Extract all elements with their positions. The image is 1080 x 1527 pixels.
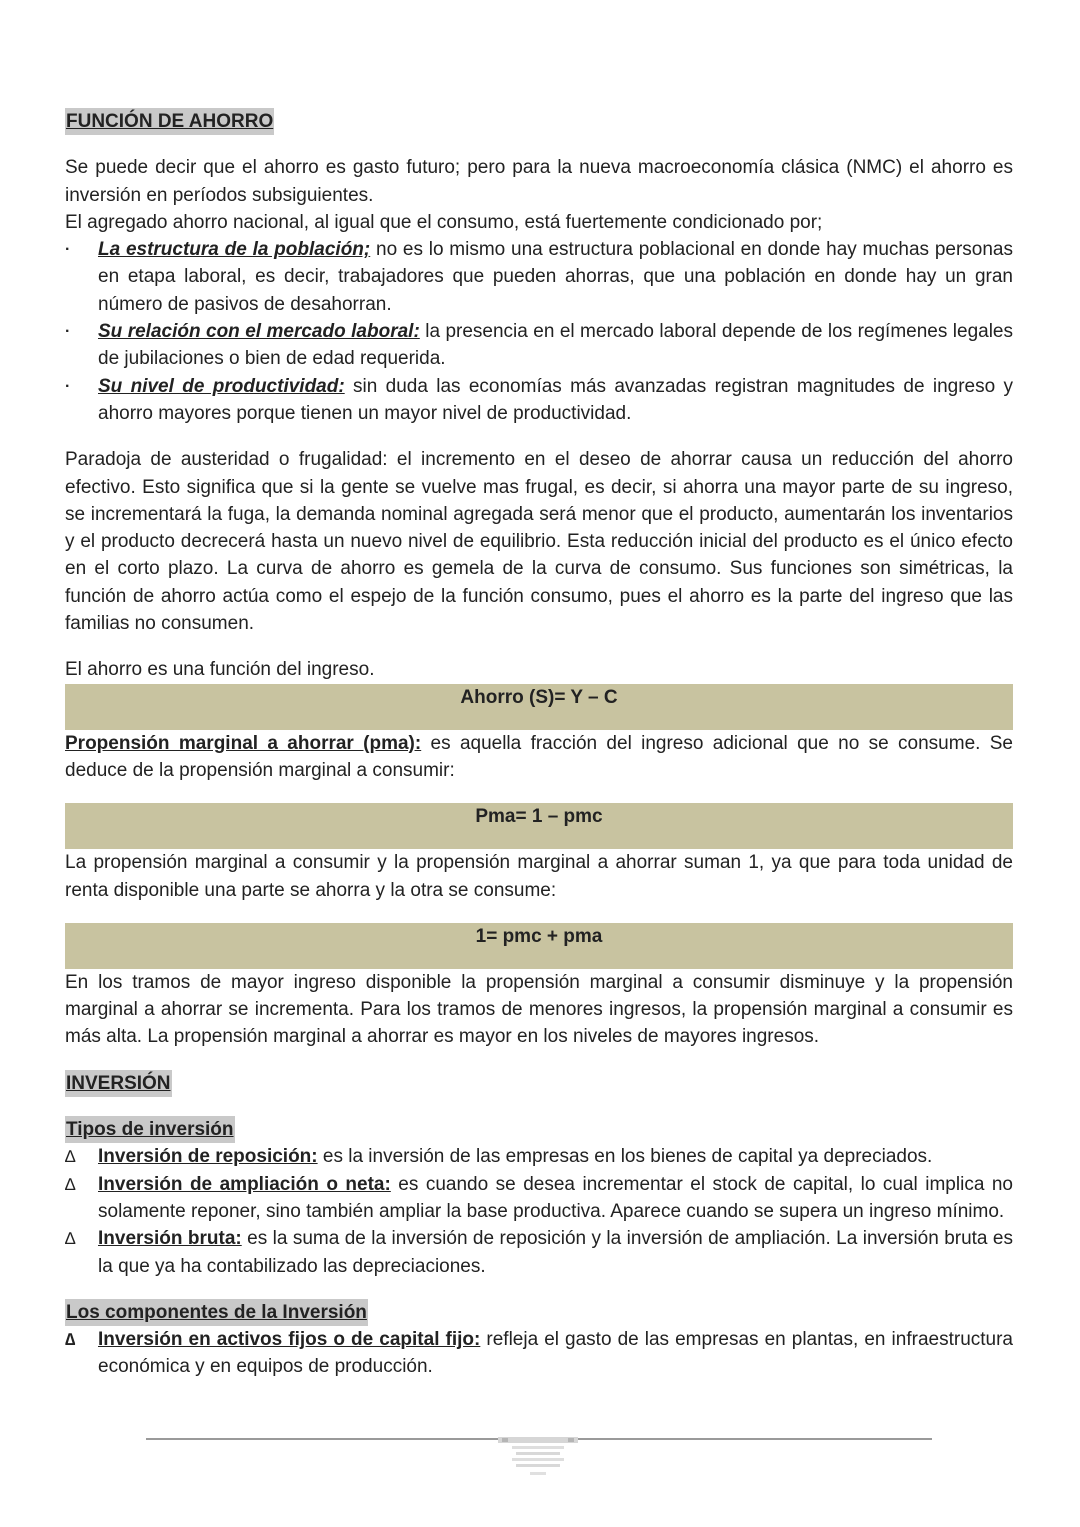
list-item — [65, 1326, 1013, 1381]
factor-term: Su relación con el mercado laboral: — [98, 321, 420, 343]
document-page — [65, 108, 1013, 1381]
tipos-inversion-list — [65, 1143, 1013, 1279]
pma-term: Propensión marginal a ahorrar (pma): — [65, 732, 422, 754]
bullet-dot-icon: · — [65, 377, 71, 395]
formula-pma: Pma= 1 – pmc — [65, 803, 1013, 849]
bullet-dot-icon: · — [65, 323, 71, 341]
componente-term: Inversión en activos fijos o de capital fijo: — [98, 1329, 481, 1351]
componente-text: refleja el gasto de las empresas en plantas, en infraestructura económica y en equipos de producción. — [98, 1329, 1013, 1378]
list-item — [65, 236, 1013, 318]
list-item — [65, 1225, 1013, 1280]
footer-rule-left — [146, 1438, 498, 1440]
tramos-paragraph: En los tramos de mayor ingreso disponible la propensión marginal a consumir disminuye y la propensión marginal a ahorrar se incrementa. Para los tramos de menores ingresos, la propensión marginal a consumir es más alta. La propensión marginal a ahorrar es mayor en los niveles de mayores ingresos. — [65, 971, 1013, 1048]
intro-paragraph-2: El agregado ahorro nacional, al igual que el consumo, está fuertemente condicionado por; — [65, 211, 823, 233]
list-item — [65, 373, 1013, 428]
delta-bullet-icon: ∆ — [65, 1147, 76, 1167]
factor-text: no es lo mismo una estructura poblacional en donde hay muchas personas en etapa laboral, es decir, trabajadores que pueden ahorras, que una población en donde hay un gran número de pasivos de desahorran. — [98, 239, 1013, 315]
tipo-text: es la inversión de las empresas en los bienes de capital ya depreciados. — [317, 1146, 933, 1168]
tipo-term: Inversión bruta: — [98, 1228, 242, 1250]
tipo-term: Inversión de reposición: — [98, 1146, 318, 1168]
section-title-ahorro: FUNCIÓN DE AHORRO — [65, 108, 274, 135]
list-item — [65, 318, 1013, 373]
bullet-dot-icon: · — [65, 241, 71, 259]
list-item — [65, 1143, 1013, 1170]
formula-suma: 1= pmc + pma — [65, 923, 1013, 969]
pma-text: es aquella fracción del ingreso adicional que no se consume. Se deduce de la propensión marginal a consumir: — [65, 732, 1013, 781]
section-title-inversion: INVERSIÓN — [65, 1070, 172, 1097]
factor-term: La estructura de la población; — [98, 239, 371, 261]
pma-paragraph — [65, 730, 1013, 785]
formula-ahorro: Ahorro (S)= Y – C — [65, 684, 1013, 730]
subsection-title-componentes: Los componentes de la Inversión — [65, 1299, 368, 1326]
footer-rule-right — [578, 1438, 932, 1440]
factor-term: Su nivel de productividad: — [98, 375, 345, 397]
footer-logo-icon — [498, 1434, 578, 1478]
componentes-inversion-list — [65, 1326, 1013, 1381]
tipo-term: Inversión de ampliación o neta: — [98, 1173, 391, 1195]
delta-bullet-icon: ∆ — [65, 1174, 76, 1194]
factor-text: la presencia en el mercado laboral depende de los regímenes legales de jubilaciones o bien de edad requerida. — [98, 321, 1013, 370]
subsection-title-tipos: Tipos de inversión — [65, 1116, 235, 1143]
delta-bullet-icon: ∆ — [65, 1330, 76, 1350]
tipo-text: es cuando se desea incrementar el stock de capital, lo cual implica no solamente reponer, sino también ampliar la base productiva. Aparece cuando se supera un ingreso mínimo. — [98, 1173, 1014, 1222]
ahorro-factors-list — [65, 236, 1013, 427]
suma-paragraph: La propensión marginal a consumir y la propensión marginal a ahorrar suman 1, ya que para toda unidad de renta disponible una parte se ahorra y la otra se consume: — [65, 852, 1013, 901]
tipo-text: es la suma de la inversión de reposición y la inversión de ampliación. La inversión bruta es la que ya ha contabilizado las depreciaciones. — [98, 1228, 1013, 1277]
factor-text: sin duda las economías más avanzadas registran magnitudes de ingreso y ahorro mayores porque tienen un mayor nivel de productividad. — [98, 375, 1013, 424]
delta-bullet-icon: ∆ — [65, 1229, 76, 1249]
paradoja-paragraph: Paradoja de austeridad o frugalidad: el incremento en el deseo de ahorrar causa un reducción del ahorro efectivo. Esto significa que si la gente se vuelve mas frugal, es decir, si ahorra una mayor parte de su ingreso, se incrementará la fuga, la demanda nominal agregada será menor que el producto, aumentarán los inventarios y el producto decrecerá hasta un nuevo nivel de equilibrio. Esta reducción inicial del producto es el único efecto en el corto plazo. La curva de ahorro es gemela de la curva de consumo. Sus funciones son simétricas, la función de ahorro actúa como el espejo de la función consumo, pues el ahorro es la parte del ingreso que las familias no consumen. — [65, 449, 1013, 635]
funcion-paragraph: El ahorro es una función del ingreso. — [65, 659, 375, 681]
list-item — [65, 1171, 1013, 1226]
intro-paragraph-1: Se puede decir que el ahorro es gasto futuro; pero para la nueva macroeconomía clásica (NMC) el ahorro es inversión en períodos subsiguientes. — [65, 157, 1013, 206]
